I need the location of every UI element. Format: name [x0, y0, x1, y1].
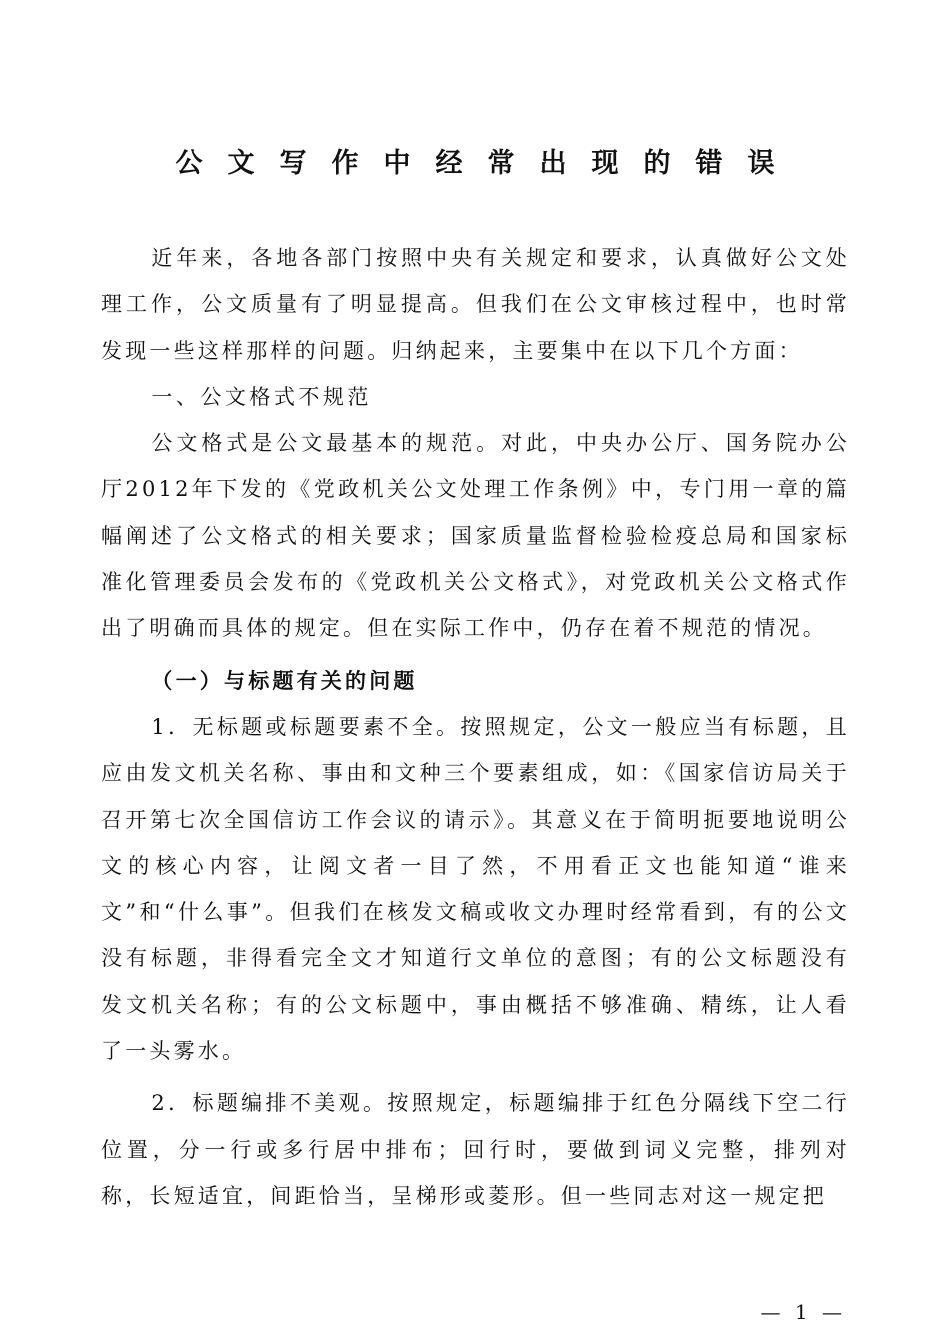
document-body [101, 235, 850, 1219]
subsection-heading: （一）与标题有关的问题 [151, 667, 418, 693]
list-item-2: 2．标题编排不美观。按照规定，标题编排于红色分隔线下空二行位置，分一行或多行居中排布；回行时，要做到词义完整，排列对称，长短适宜，间距恰当，呈梯形或菱形。但一些同志对这一规定把 [101, 1091, 850, 1208]
document-title: 公文写作中经常出现的错误 [175, 148, 800, 179]
intro-paragraph: 近年来，各地各部门按照中央有关规定和要求，认真做好公文处理工作，公文质量有了明显提高。但我们在公文审核过程中，也时常发现一些这样那样的问题。归纳起来，主要集中在以下几个方面： [101, 246, 850, 363]
list-item-1: 1．无标题或标题要素不全。按照规定，公文一般应当有标题，且应由发文机关名称、事由和文种三个要素组成，如：《国家信访局关于召开第七次全国信访工作会议的请示》。其意义在于简明扼要地说明公文的核心内容，让阅文者一目了然，不用看正文也能知道“谁来文”和“什么事”。但我们在核发文稿或收文办理时经常看到，有的公文没有标题，非得看完全文才知道行文单位的意图；有的公文标题没有发文机关名称；有的公文标题中，事由概括不够准确、精练，让人看了一头雾水。 [101, 714, 850, 1064]
page-number: — 1 — [760, 1300, 846, 1324]
section-heading: 一、公文格式不规范 [151, 384, 372, 409]
section-paragraph: 公文格式是公文最基本的规范。对此，中央办公厅、国务院办公厅2012年下发的《党政机关公文处理工作条例》中，专门用一章的篇幅阐述了公文格式的相关要求；国家质量监督检验检疫总局和国家标准化管理委员会发布的《党政机关公文格式》，对党政机关公文格式作出了明确而具体的规定。但在实际工作中，仍存在着不规范的情况。 [101, 431, 850, 641]
